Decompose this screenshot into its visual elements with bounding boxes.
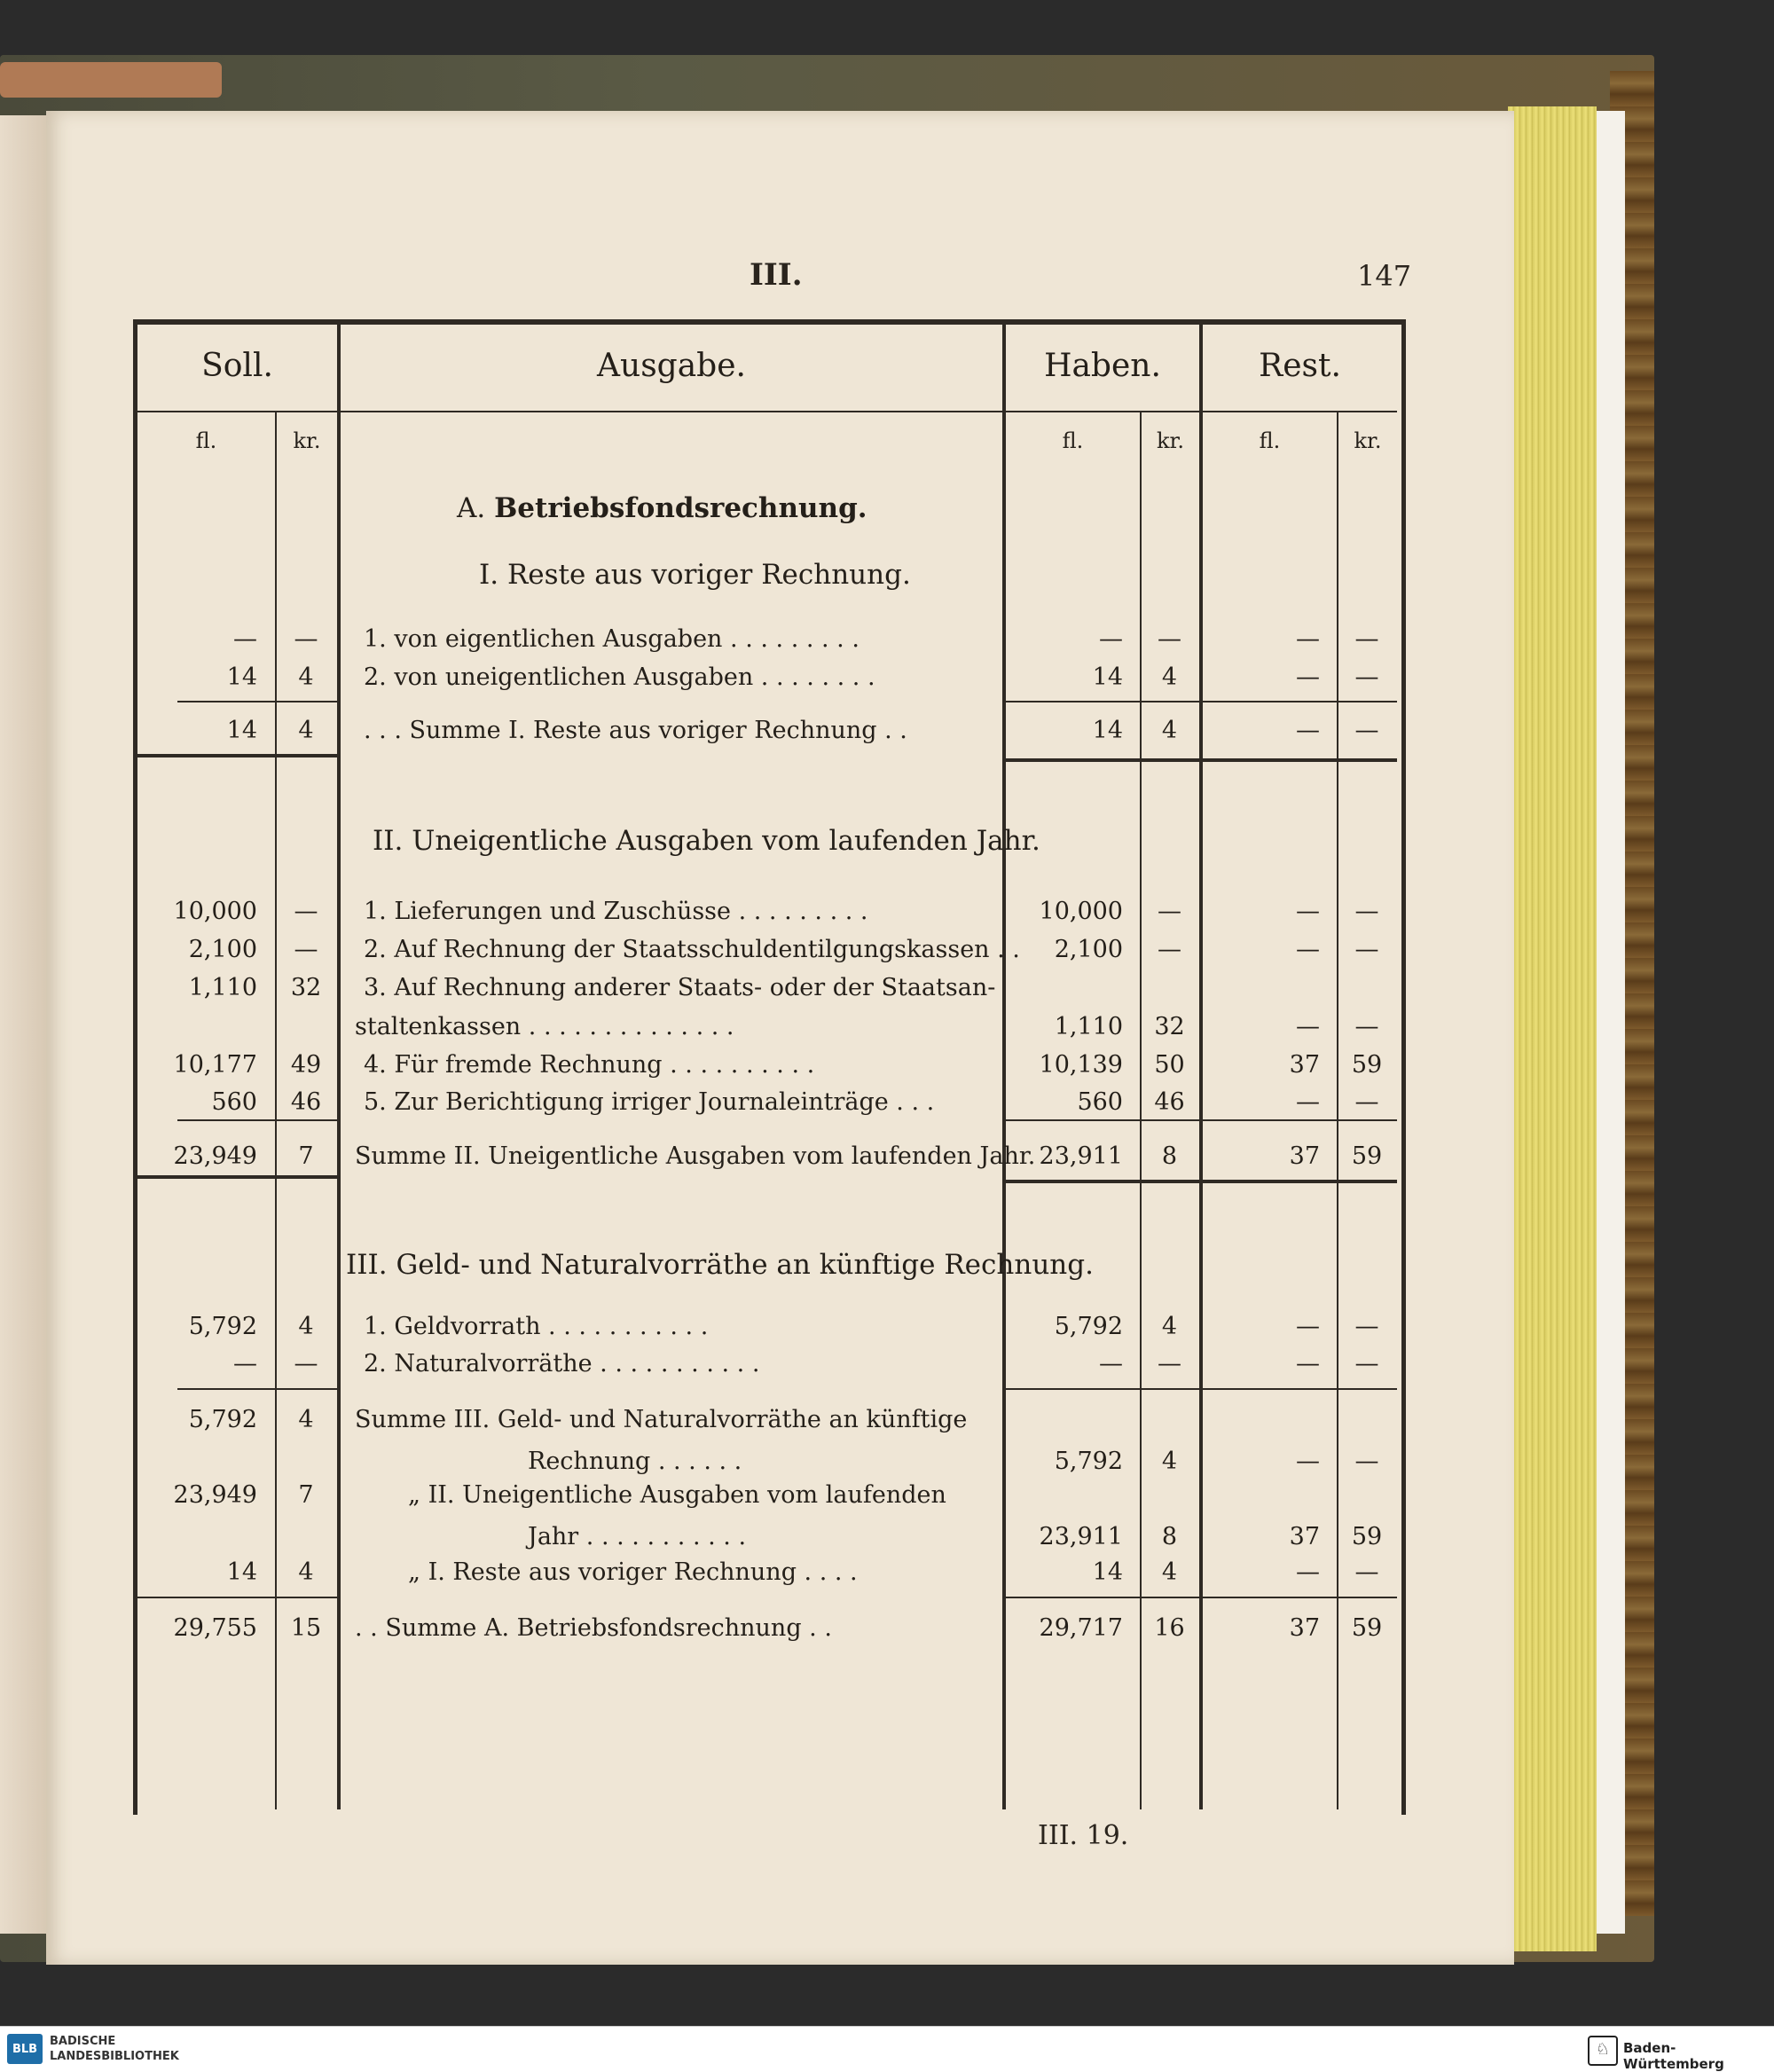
soll-kr-cell: 49 [290,1051,322,1079]
haben-kr-cell: 4 [1161,717,1178,744]
bw-coat-of-arms-icon[interactable]: ♘ [1588,2036,1618,2066]
rest-fl-cell: — [1296,717,1320,744]
soll-fl-cell: 5,792 [188,1313,257,1340]
haben-fl-cell: — [1099,625,1123,653]
rest-fl-cell: — [1296,1313,1320,1340]
soll-fl-cell: 23,949 [173,1142,257,1170]
section-heading: III. Geld- und Naturalvorräthe an künftige Rechnung. [346,1249,1094,1281]
footer-bar [0,2026,1774,2072]
rule-above-summe-a-soll [133,1597,337,1598]
rule-below-summe-ii-soll [137,1175,337,1179]
row-label: 4. Für fremde Rechnung . . . . . . . . . . [364,1051,815,1079]
rest-kr-cell: 59 [1351,1614,1383,1642]
row-label: „ I. Reste aus voriger Rechnung . . . . [408,1558,858,1586]
row-label: . . . Summe I. Reste aus voriger Rechnung . . [364,717,907,744]
rule-below-summe-i-soll [137,754,337,757]
header-rest: Rest. [1259,348,1341,384]
soll-fl-cell: 10,177 [173,1051,257,1079]
soll-kr-cell: 46 [290,1088,322,1116]
rest-fl-cell: 37 [1289,1051,1320,1079]
rest-fl-cell: 37 [1289,1614,1320,1642]
soll-kr-cell: — [294,898,318,925]
rest-fl-cell: — [1296,1013,1320,1040]
rule-below-summe-ii-haben [1006,1180,1397,1183]
rest-kr-cell: — [1354,936,1379,963]
soll-kr-cell: 4 [298,663,314,691]
header-divider [137,411,1397,412]
haben-kr-cell: — [1158,898,1181,925]
page-number: 147 [1357,259,1412,293]
haben-kr-cell: 8 [1161,1142,1178,1170]
soll-fl-cell: 14 [226,717,257,744]
soll-fl-cell: 29,755 [173,1614,257,1642]
soll-fl-cell: 2,100 [188,936,257,963]
haben-fl-cell: 1,110 [1054,1013,1123,1040]
row-label: staltenkassen . . . . . . . . . . . . . . [355,1013,734,1040]
col-line-haben-right [1199,325,1203,1809]
soll-kr-cell: 15 [290,1614,322,1642]
rest-fl-cell: — [1296,1448,1320,1475]
haben-kr-cell: 16 [1154,1614,1185,1642]
rest-fl-cell: 37 [1289,1142,1320,1170]
haben-fl-cell: 5,792 [1054,1448,1123,1475]
rest-fl-cell: — [1296,663,1320,691]
soll-kr-cell: 4 [298,717,314,744]
subheader-soll-fl: fl. [195,428,217,453]
rest-fl-cell: — [1296,1558,1320,1586]
rest-fl-cell: — [1296,898,1320,925]
haben-kr-cell: 50 [1154,1051,1185,1079]
haben-fl-cell: 23,911 [1039,1523,1123,1550]
soll-kr-cell: — [294,625,318,653]
haben-fl-cell: 2,100 [1054,936,1123,963]
haben-fl-cell: 10,139 [1039,1051,1123,1079]
subheader-rest-kr: kr. [1354,428,1382,453]
haben-fl-cell: 5,792 [1054,1313,1123,1340]
rule-above-summe-ii-haben [1006,1119,1397,1121]
haben-kr-cell: 4 [1161,663,1178,691]
haben-kr-cell: — [1158,936,1181,963]
haben-fl-cell: 14 [1092,717,1123,744]
rest-kr-cell: — [1354,663,1379,691]
soll-fl-cell: 5,792 [188,1406,257,1433]
rule-above-summe-a-haben [1006,1597,1397,1598]
bw-name[interactable]: Baden-Württemberg [1623,2040,1724,2072]
soll-kr-cell: 4 [298,1406,314,1433]
section-a-heading: Betriebsfondsrechnung. [494,492,867,524]
subheader-haben-kr: kr. [1156,428,1184,453]
rest-fl-cell: 37 [1289,1523,1320,1550]
row-label: Summe II. Uneigentliche Ausgaben vom laufenden Jahr. [355,1142,1036,1170]
row-label: 1. Lieferungen und Zuschüsse . . . . . . . . . [364,898,868,925]
rest-kr-cell: 59 [1351,1523,1383,1550]
soll-fl-cell: 14 [226,663,257,691]
rest-kr-cell: — [1354,1013,1379,1040]
subheader-haben-fl: fl. [1062,428,1084,453]
page-stack [1508,106,1597,1951]
haben-kr-cell: 46 [1154,1088,1185,1116]
row-label: 3. Auf Rechnung anderer Staats- oder der Staatsan- [364,974,996,1001]
left-page-edge [0,115,51,1934]
haben-kr-cell: — [1158,625,1181,653]
row-label: „ II. Uneigentliche Ausgaben vom laufenden [408,1481,946,1509]
haben-fl-cell: 29,717 [1039,1614,1123,1642]
haben-fl-cell: 10,000 [1039,898,1123,925]
row-label: Summe III. Geld- und Naturalvorräthe an künftige [355,1406,968,1433]
section-a-prefix: A. [457,492,486,524]
blb-logo-icon[interactable]: BLB [7,2034,43,2064]
soll-kr-cell: 7 [298,1481,314,1509]
rest-kr-cell: — [1354,717,1379,744]
running-head: III. [750,257,803,293]
rest-kr-cell: — [1354,1088,1379,1116]
subheader-soll-kr: kr. [293,428,321,453]
haben-kr-cell: 8 [1161,1523,1178,1550]
book-spine-corner [0,62,222,98]
haben-fl-cell: 560 [1077,1088,1123,1116]
soll-kr-cell: — [294,936,318,963]
page-stack-edge [1597,111,1625,1934]
row-label: Rechnung . . . . . . [528,1448,742,1475]
rest-kr-cell: — [1354,1448,1379,1475]
rest-kr-cell: — [1354,1558,1379,1586]
soll-kr-cell: 4 [298,1313,314,1340]
haben-kr-cell: 4 [1161,1448,1178,1475]
soll-fl-cell: — [233,625,257,653]
header-haben: Haben. [1044,348,1161,384]
haben-fl-cell: — [1099,1350,1123,1377]
haben-kr-cell: 4 [1161,1313,1178,1340]
row-label: 1. Geldvorrath . . . . . . . . . . . [364,1313,709,1340]
soll-fl-cell: — [233,1350,257,1377]
haben-kr-cell: — [1158,1350,1181,1377]
row-label: 1. von eigentlichen Ausgaben . . . . . . . . . [364,625,860,653]
rest-fl-cell: — [1296,1088,1320,1116]
footer-signature: III. 19. [1038,1820,1129,1851]
rule-above-summe-i-soll [177,701,337,702]
section-heading: II. Uneigentliche Ausgaben vom laufenden Jahr. [373,825,1040,857]
blb-name[interactable] [50,2034,179,2064]
row-label: 2. von uneigentlichen Ausgaben . . . . . . . . [364,663,875,691]
soll-kr-cell: — [294,1350,318,1377]
col-line-ausgabe-right [1002,325,1006,1809]
rest-kr-cell: 59 [1351,1051,1383,1079]
header-ausgabe: Ausgabe. [597,348,746,384]
haben-fl-cell: 14 [1092,1558,1123,1586]
rule-above-summe-i-haben [1006,701,1397,702]
soll-fl-cell: 23,949 [173,1481,257,1509]
soll-kr-cell: 4 [298,1558,314,1586]
row-label: 2. Naturalvorräthe . . . . . . . . . . . [364,1350,760,1377]
rest-kr-cell: — [1354,898,1379,925]
soll-fl-cell: 10,000 [173,898,257,925]
soll-fl-cell: 560 [211,1088,257,1116]
haben-kr-cell: 32 [1154,1013,1185,1040]
rest-fl-cell: — [1296,1350,1320,1377]
rest-fl-cell: — [1296,625,1320,653]
rule-above-summe-iii-soll [177,1388,337,1390]
rest-kr-cell: — [1354,1313,1379,1340]
soll-fl-cell: 14 [226,1558,257,1586]
col-line-soll-right [337,325,341,1809]
rest-kr-cell: — [1354,1350,1379,1377]
rule-above-summe-iii-haben [1006,1388,1397,1390]
haben-fl-cell: 23,911 [1039,1142,1123,1170]
section-heading: I. Reste aus voriger Rechnung. [479,559,911,591]
blb-name-line2: LANDESBIBLIOTHEK [50,2050,179,2063]
blb-name-line1: BADISCHE [50,2035,116,2048]
rest-fl-cell: — [1296,936,1320,963]
subheader-rest-fl: fl. [1259,428,1281,453]
section-a-title [457,492,867,524]
soll-kr-cell: 7 [298,1142,314,1170]
row-label: 2. Auf Rechnung der Staatsschuldentilgungskassen . . [364,936,1020,963]
rest-kr-cell: — [1354,625,1379,653]
rule-below-summe-i-haben [1006,758,1397,762]
soll-fl-cell: 1,110 [188,974,257,1001]
header-soll: Soll. [201,348,273,384]
rest-kr-cell: 59 [1351,1142,1383,1170]
row-label: 5. Zur Berichtigung irriger Journaleinträge . . . [364,1088,935,1116]
row-label: . . Summe A. Betriebsfondsrechnung . . [355,1614,832,1642]
soll-kr-cell: 32 [290,974,322,1001]
rule-above-summe-ii-soll [177,1119,337,1121]
haben-fl-cell: 14 [1092,663,1123,691]
haben-kr-cell: 4 [1161,1558,1178,1586]
row-label: Jahr . . . . . . . . . . . [528,1523,747,1550]
